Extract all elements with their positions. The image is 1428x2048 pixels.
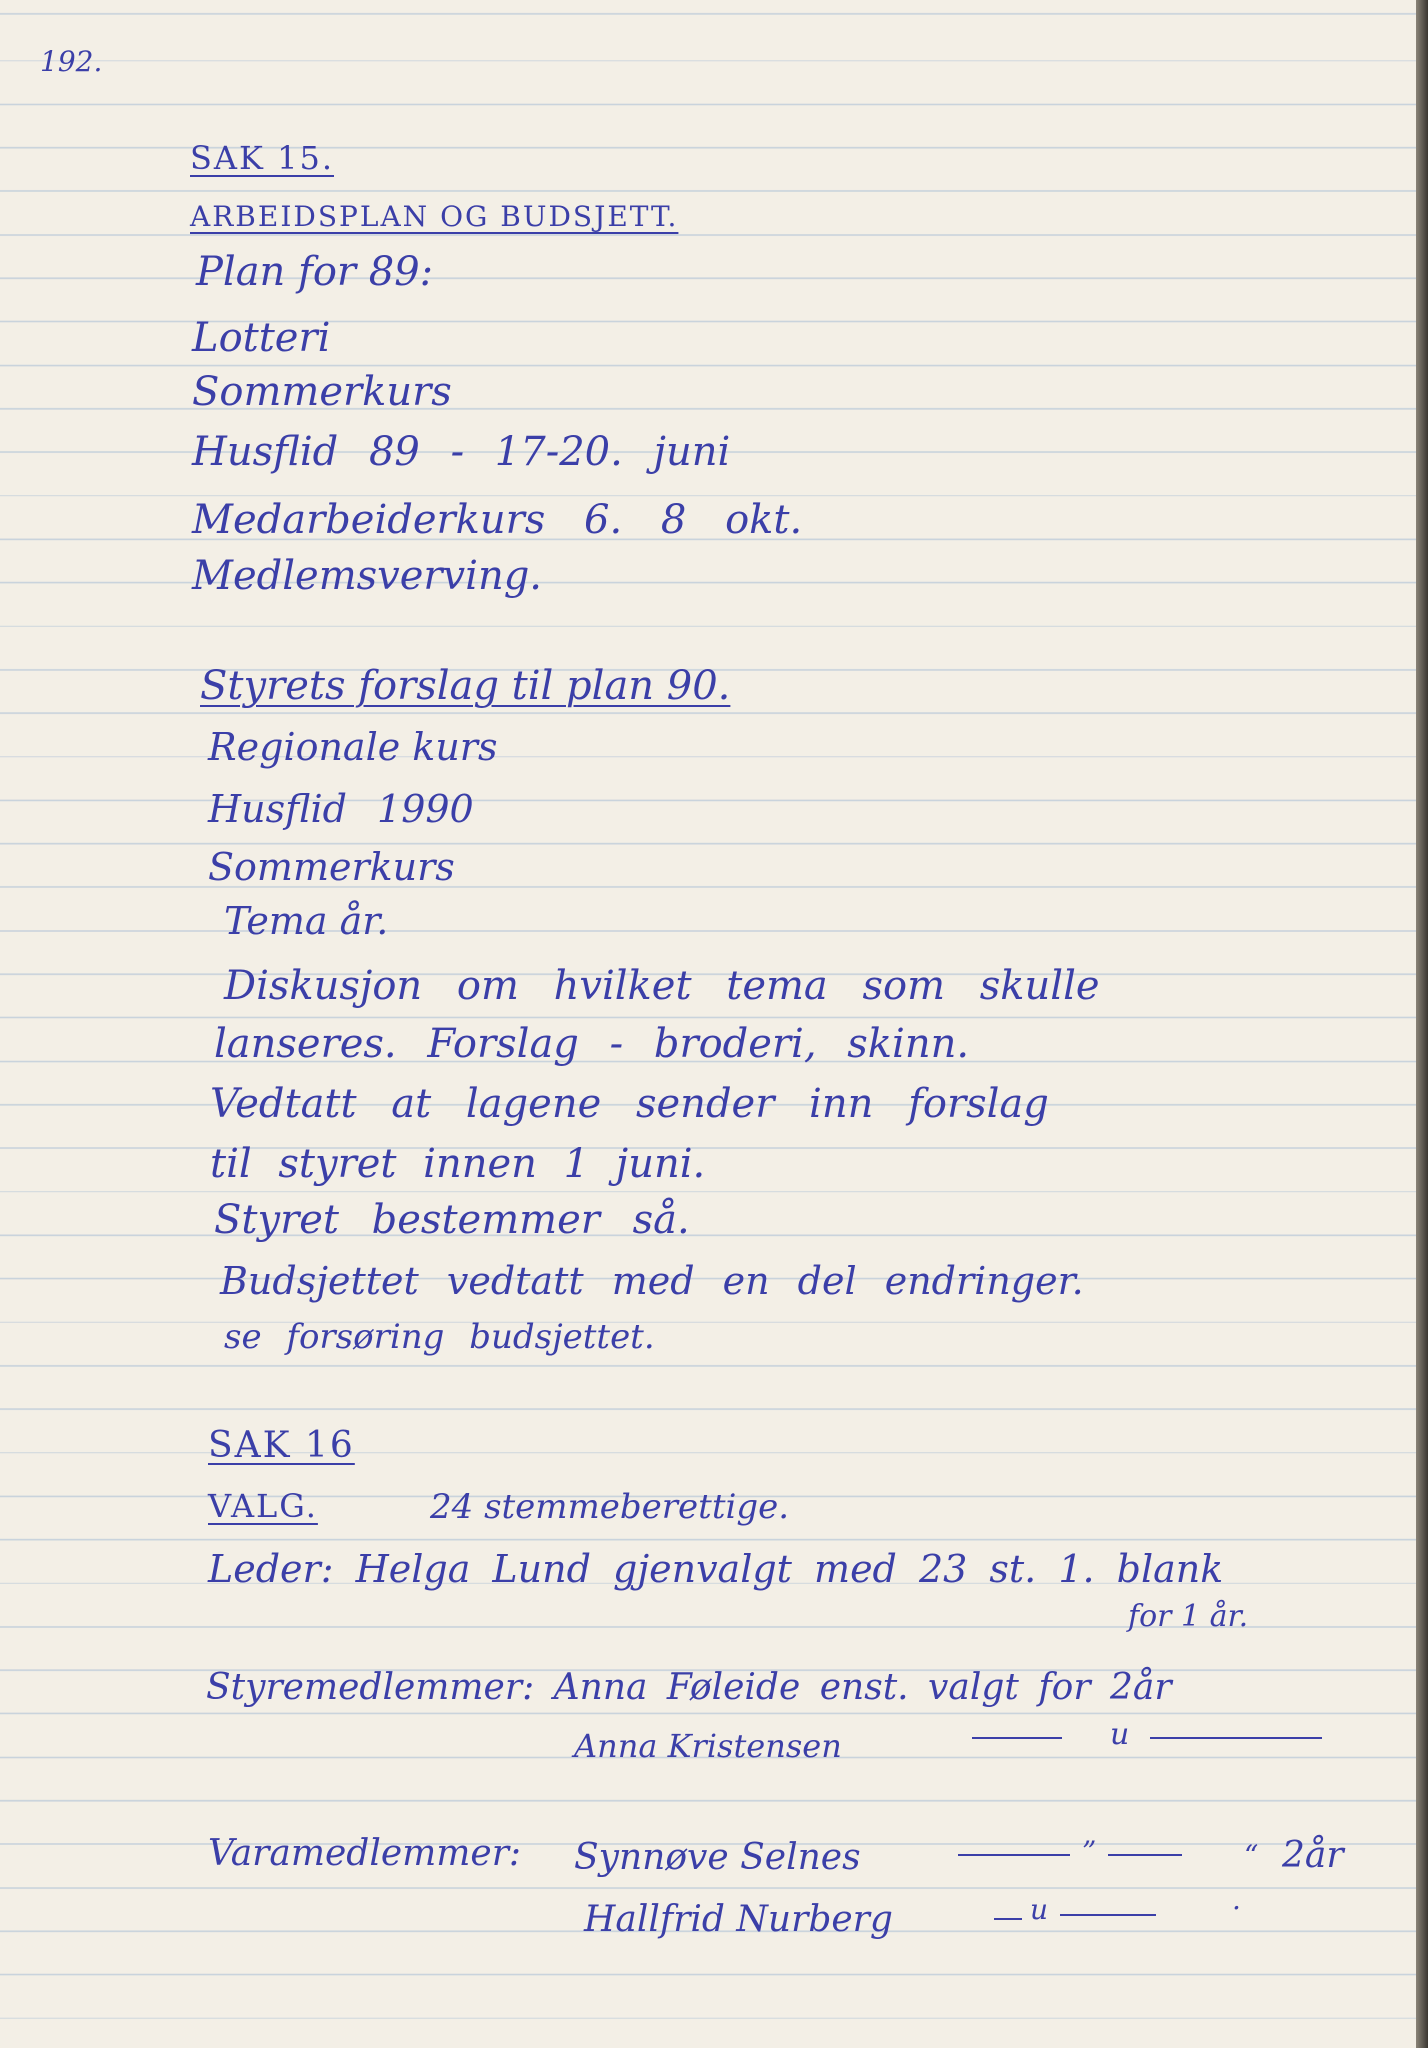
sak16-heading: SAK 16: [208, 1425, 355, 1466]
ditto-mark: u: [1030, 1893, 1049, 1926]
discussion-line: Diskusjon om hvilket tema som skulle: [224, 963, 1100, 1009]
ditto-line: [1150, 1737, 1322, 1739]
leader-term: for 1 år.: [1128, 1599, 1249, 1634]
board-item: Tema år.: [224, 899, 389, 943]
board-item: Sommerkurs: [208, 845, 455, 889]
ditto-mark: ”: [1082, 1835, 1097, 1868]
ditto-line: [1108, 1854, 1182, 1856]
board-member-2: Anna Kristensen: [574, 1727, 842, 1765]
deputies-label: Varamedlemmer:: [208, 1833, 522, 1874]
plan-89-label: Plan for 89:: [196, 249, 434, 295]
ditto-mark: “: [1244, 1839, 1259, 1872]
board-item: Regionale kurs: [208, 725, 498, 769]
ditto-line: [994, 1918, 1022, 1920]
election-label: VALG.: [208, 1487, 318, 1525]
leader-line: Leder: Helga Lund gjenvalgt med 23 st. 1. blank: [208, 1547, 1224, 1591]
plan-item: Sommerkurs: [192, 369, 452, 415]
notebook-binding: [1416, 0, 1428, 2048]
discussion-line: Budsjettet vedtatt med en del endringer.: [220, 1259, 1084, 1303]
ditto-line: [1060, 1914, 1156, 1916]
deputy-2: Hallfrid Nurberg: [584, 1899, 893, 1940]
board-members-line: Styremedlemmer: Anna Føleide enst. valgt for 2år: [206, 1667, 1172, 1708]
board-item: Husflid 1990: [208, 787, 474, 831]
deputy-1-term: 2år: [1282, 1835, 1344, 1876]
ditto-line: [972, 1737, 1062, 1739]
ditto-mark: u: [1110, 1717, 1130, 1752]
voter-count: 24 stemmeberettige.: [430, 1487, 790, 1527]
sak15-heading: SAK 15.: [190, 139, 334, 177]
discussion-line: til styret innen 1 juni.: [210, 1141, 706, 1187]
plan-item: Lotteri: [192, 315, 331, 361]
ditto-line: [958, 1854, 1070, 1856]
plan-item: Medlemsverving.: [192, 553, 543, 599]
discussion-line: lanseres. Forslag - broderi, skinn.: [214, 1021, 970, 1067]
deputy-1: Synnøve Selnes: [574, 1837, 861, 1878]
plan-item: Husflid 89 - 17-20. juni: [192, 429, 731, 475]
discussion-line: Styret bestemmer så.: [214, 1197, 690, 1243]
page-number: 192.: [40, 45, 103, 78]
trailing-dot: .: [1232, 1883, 1241, 1916]
sak15-title: ARBEIDSPLAN OG BUDSJETT.: [190, 200, 679, 233]
plan-item: Medarbeiderkurs 6. 8 okt.: [192, 497, 803, 543]
discussion-line: se forsøring budsjettet.: [224, 1317, 655, 1357]
board-proposal-heading: Styrets forslag til plan 90.: [200, 663, 731, 709]
discussion-line: Vedtatt at lagene sender inn forslag: [210, 1081, 1049, 1127]
